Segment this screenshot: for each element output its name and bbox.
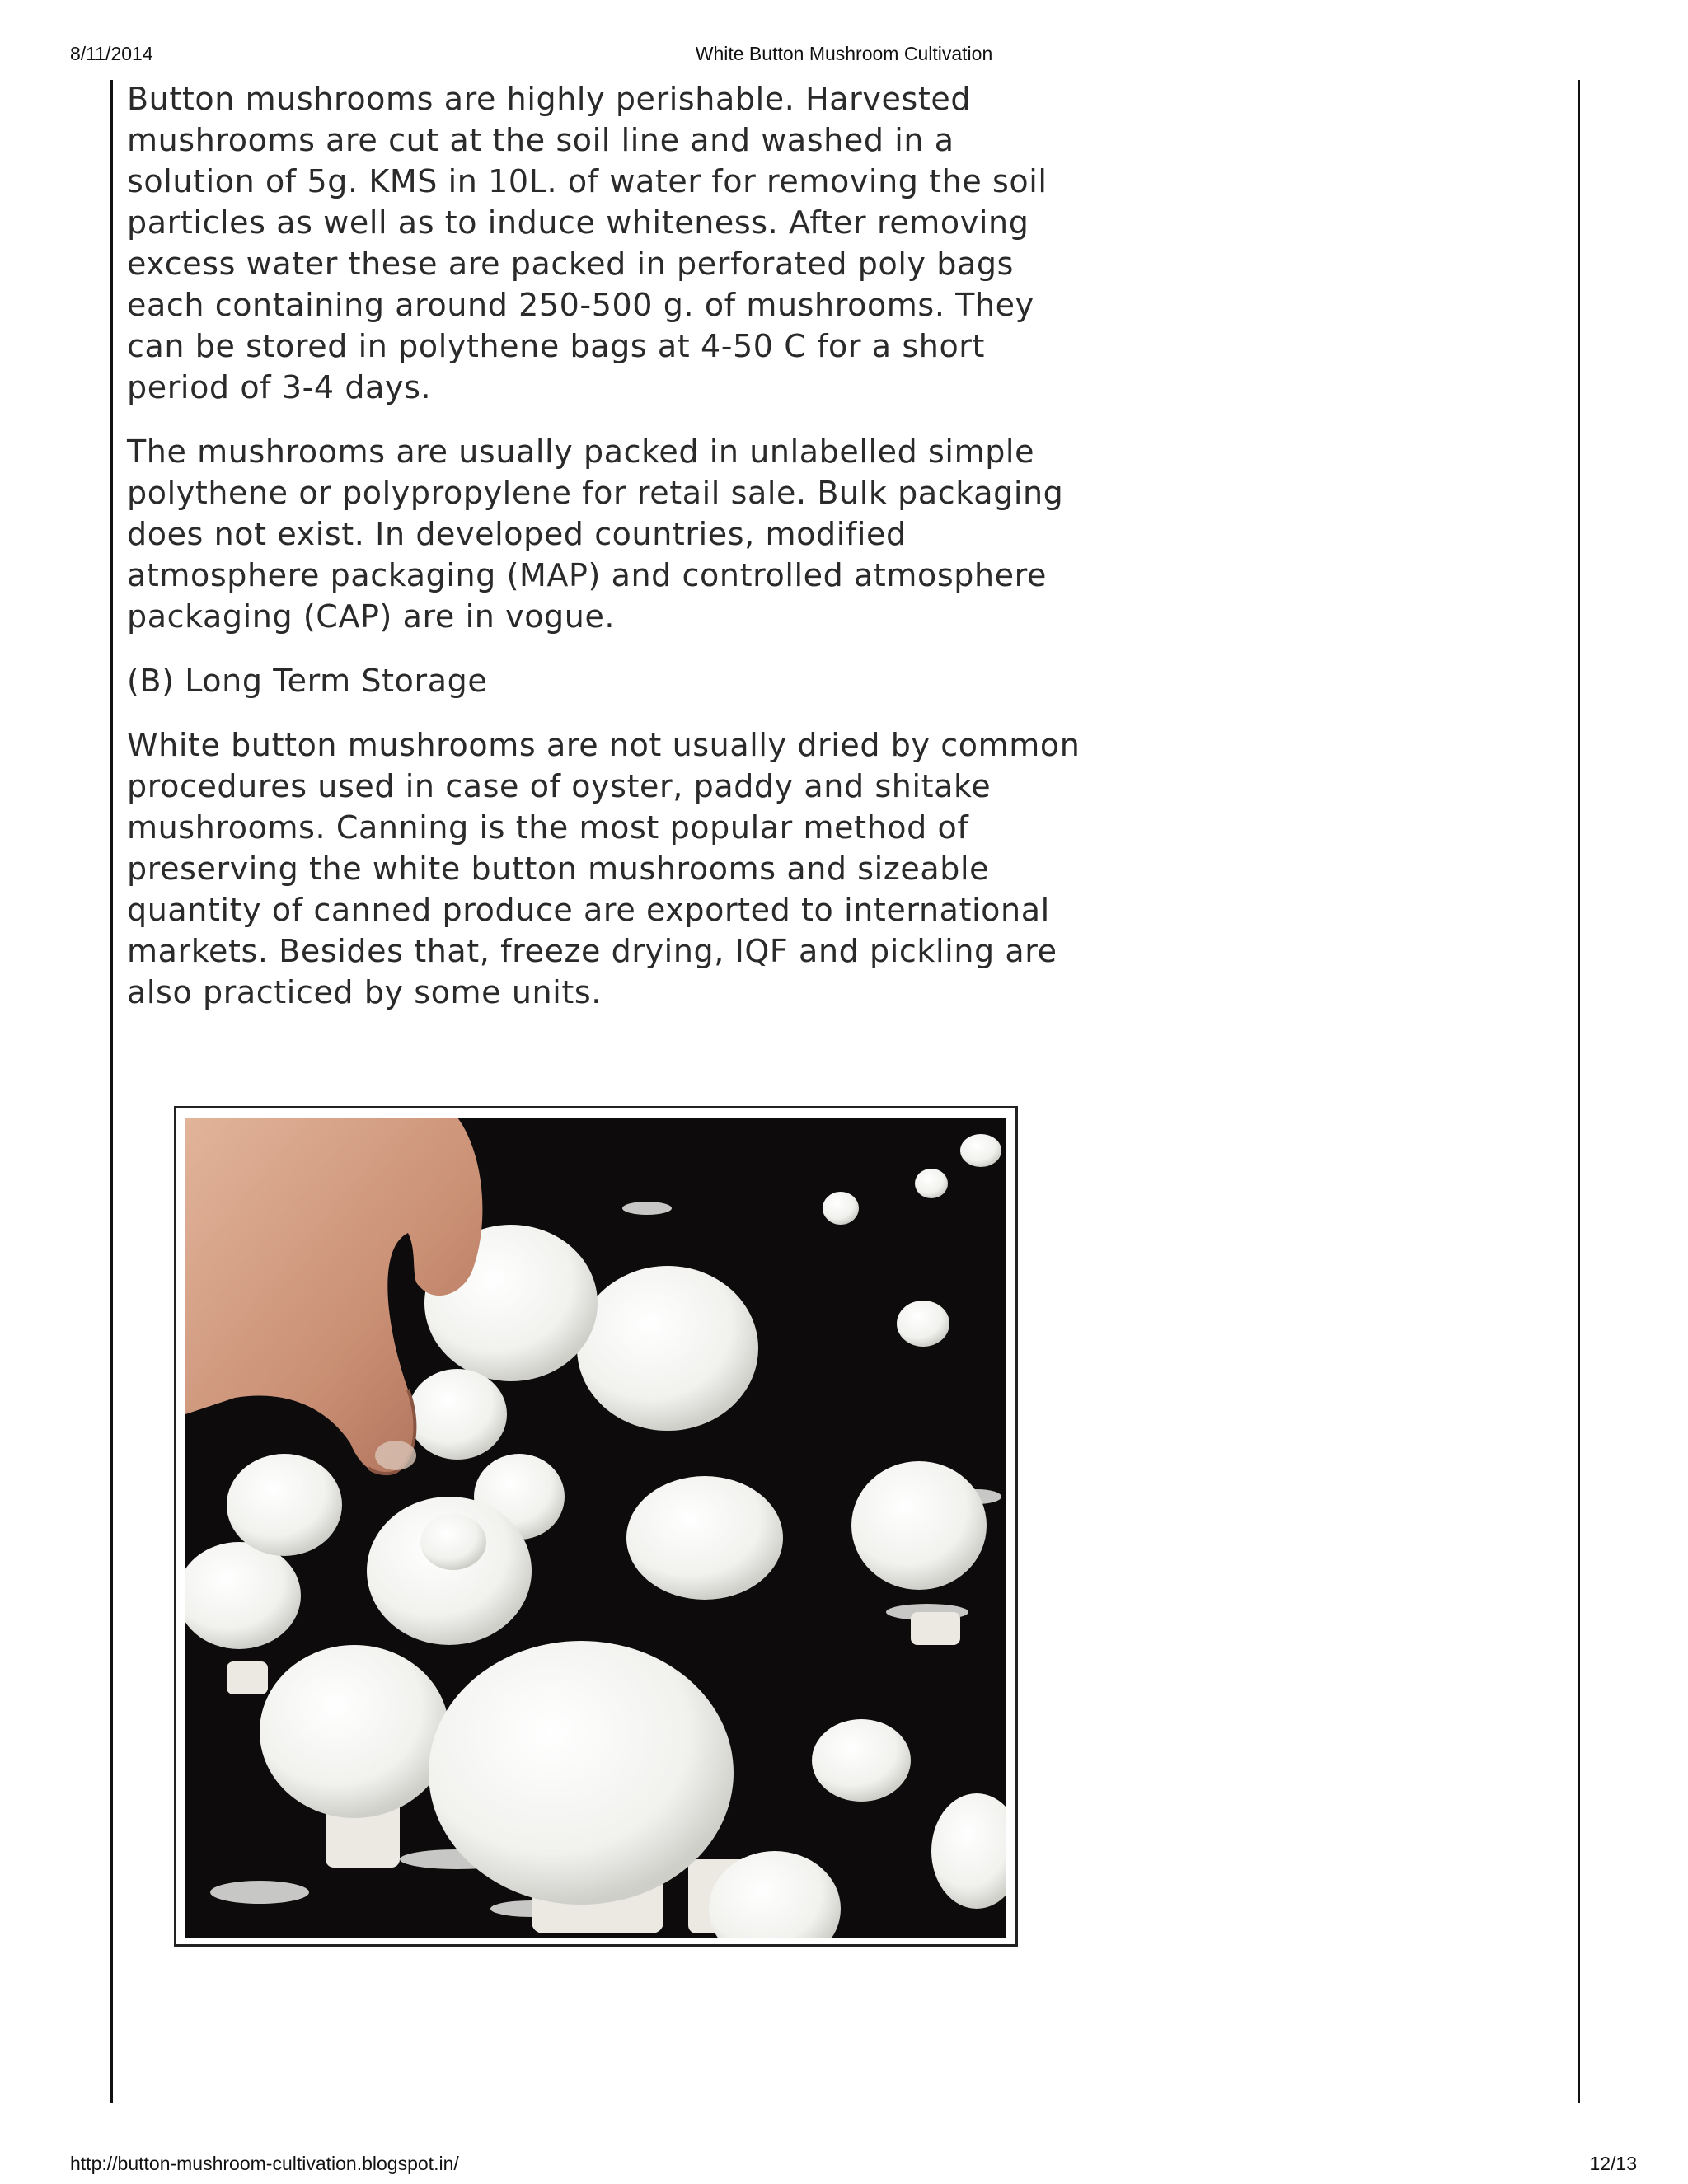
paragraph-long-term-storage: White button mushrooms are not usually dried by common procedures used in case of oyster, paddy and shitake mushrooms. Canning is the most popular method of preserving the white button mushrooms and sizeable quantity of canned produce are exported to international markets. Besides that, freeze drying, IQF and pickling are also practiced by some units. [127,727,1081,1010]
left-border-line [110,80,113,2103]
right-border-line [1578,80,1580,2103]
footer-page-number: 12/13 [1589,2153,1637,2174]
footer-url: http://button-mushroom-cultivation.blogspot.in/ [70,2153,459,2174]
paragraph-perishable: Button mushrooms are highly perishable. Harvested mushrooms are cut at the soil line and washed in a solution of 5g. KMS in 10L. of water for removing the soil particles as well as to induce whiteness. After removing excess water these are packed in perforated poly bags each containing around 250-500 g. of mushrooms. They can be stored in polythene bags at 4-50 C for a short period of 3-4 days. [127,81,1048,405]
mushroom-harvest-photo [185,1118,1006,1938]
header-date: 8/11/2014 [70,43,153,64]
header-title: White Button Mushroom Cultivation [695,43,993,64]
paragraph-packaging: The mushrooms are usually packed in unlabelled simple polythene or polypropylene for retail sale. Bulk packaging does not exist. In developed countries, modified atmosphere packaging (MAP) and controlled atmosphere packaging (CAP) are in vogue. [127,434,1064,635]
article-body [127,78,1083,1036]
mushroom-photo-frame [174,1106,1018,1947]
section-heading-long-term-storage: (B) Long Term Storage [127,663,488,699]
